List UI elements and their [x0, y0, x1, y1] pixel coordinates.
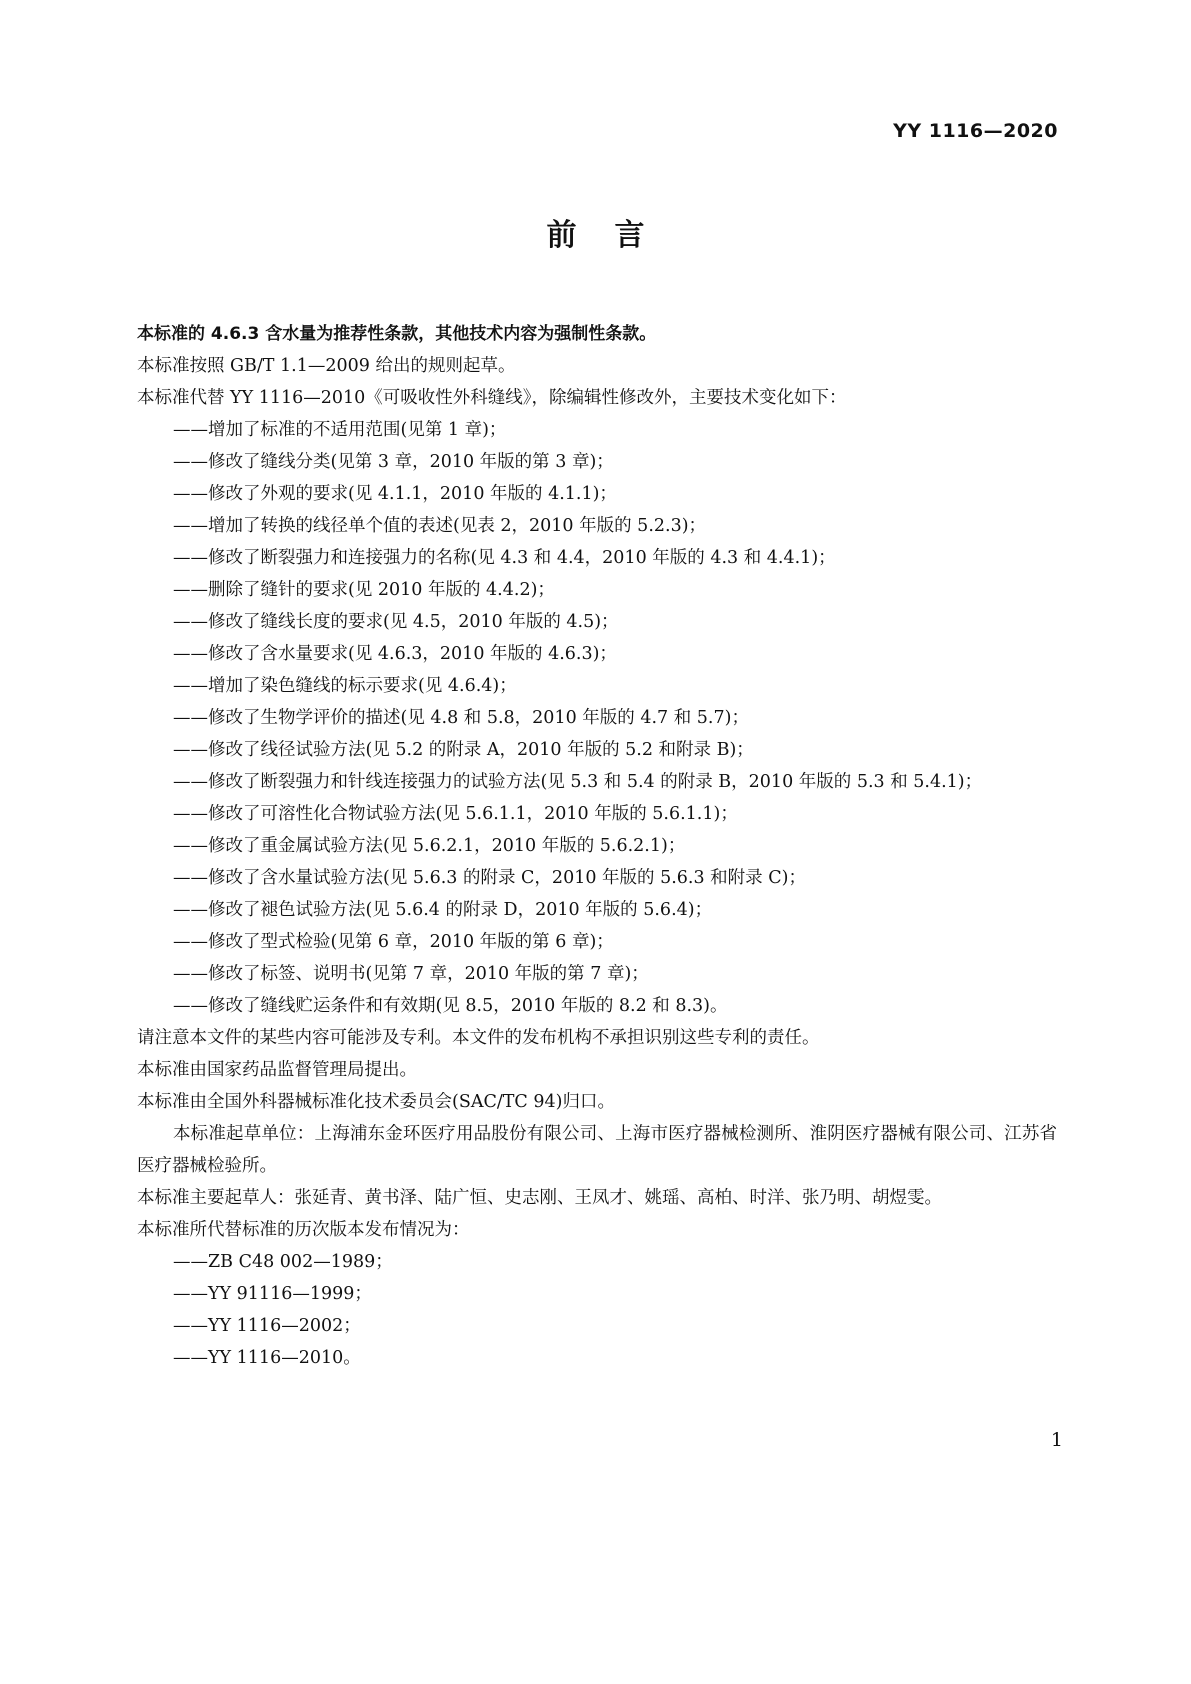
drafting-units-paragraph: 本标准起草单位：上海浦东金环医疗用品股份有限公司、上海市医疗器械检测所、淮阴医疗器械有限公司、江苏省医疗器械检验所。 — [137, 1124, 1057, 1176]
change-item: ——修改了断裂强力和连接强力的名称(见 4.3 和 4.4，2010 年版的 4.3 和 4.4.1)； — [173, 548, 836, 568]
change-item: ——修改了可溶性化合物试验方法(见 5.6.1.1，2010 年版的 5.6.1.1)； — [173, 804, 738, 824]
history-item: ——YY 1116—2002； — [173, 1316, 361, 1336]
change-item: ——修改了含水量要求(见 4.6.3，2010 年版的 4.6.3)； — [173, 644, 617, 664]
standard-code: YY 1116—2020 — [893, 120, 1058, 142]
change-item: ——修改了线径试验方法(见 5.2 的附录 A，2010 年版的 5.2 和附录 B)； — [173, 740, 754, 760]
history-item: ——ZB C48 002—1989； — [173, 1252, 393, 1272]
foreword-body — [137, 318, 1057, 1374]
mandatory-notice: 本标准的 4.6.3 含水量为推荐性条款，其他技术内容为强制性条款。 — [137, 324, 657, 344]
change-item: ——修改了缝线分类(见第 3 章，2010 年版的第 3 章)； — [173, 452, 614, 472]
change-item: ——修改了生物学评价的描述(见 4.8 和 5.8，2010 年版的 4.7 和 5.7)； — [173, 708, 749, 728]
draft-rule-paragraph: 本标准按照 GB/T 1.1—2009 给出的规则起草。 — [137, 356, 516, 376]
change-item: ——增加了染色缝线的标示要求(见 4.6.4)； — [173, 676, 517, 696]
page-number: 1 — [1050, 1429, 1063, 1451]
change-item: ——增加了转换的线径单个值的表述(见表 2，2010 年版的 5.2.3)； — [173, 516, 707, 536]
change-item: ——修改了重金属试验方法(见 5.6.2.1，2010 年版的 5.6.2.1)； — [173, 836, 686, 856]
history-item: ——YY 1116—2010。 — [173, 1348, 361, 1368]
history-item: ——YY 91116—1999； — [173, 1284, 372, 1304]
proposed-by-paragraph: 本标准由国家药品监督管理局提出。 — [137, 1060, 417, 1080]
centralized-by-paragraph: 本标准由全国外科器械标准化技术委员会(SAC/TC 94)归口。 — [137, 1092, 615, 1112]
change-item: ——修改了含水量试验方法(见 5.6.3 的附录 C，2010 年版的 5.6.3 和附录 C)； — [173, 868, 806, 888]
replaces-intro-paragraph: 本标准代替 YY 1116—2010《可吸收性外科缝线》，除编辑性修改外，主要技术变化如下： — [137, 388, 847, 408]
change-item: ——增加了标准的不适用范围(见第 1 章)； — [173, 420, 507, 440]
patent-notice: 请注意本文件的某些内容可能涉及专利。本文件的发布机构不承担识别这些专利的责任。 — [137, 1028, 820, 1048]
change-item: ——修改了缝线长度的要求(见 4.5，2010 年版的 4.5)； — [173, 612, 619, 632]
change-item: ——修改了型式检验(见第 6 章，2010 年版的第 6 章)； — [173, 932, 614, 952]
change-item: ——修改了外观的要求(见 4.1.1，2010 年版的 4.1.1)； — [173, 484, 617, 504]
changes-list — [137, 414, 1057, 1022]
history-intro-paragraph: 本标准所代替标准的历次版本发布情况为： — [137, 1220, 470, 1240]
page-title: 前言 — [546, 218, 683, 253]
drafters-paragraph: 本标准主要起草人：张延青、黄书泽、陆广恒、史志刚、王凤才、姚瑶、高柏、时洋、张乃明、胡煜雯。 — [137, 1188, 942, 1208]
change-item: ——修改了褪色试验方法(见 5.6.4 的附录 D，2010 年版的 5.6.4)； — [173, 900, 713, 920]
history-list — [137, 1246, 1057, 1374]
change-item: ——删除了缝针的要求(见 2010 年版的 4.4.2)； — [173, 580, 555, 600]
change-item: ——修改了断裂强力和针线连接强力的试验方法(见 5.3 和 5.4 的附录 B，2010 年版的 5.3 和 5.4.1)； — [173, 772, 983, 792]
change-item: ——修改了标签、说明书(见第 7 章，2010 年版的第 7 章)； — [173, 964, 649, 984]
change-item: ——修改了缝线贮运条件和有效期(见 8.5，2010 年版的 8.2 和 8.3)。 — [173, 996, 728, 1016]
